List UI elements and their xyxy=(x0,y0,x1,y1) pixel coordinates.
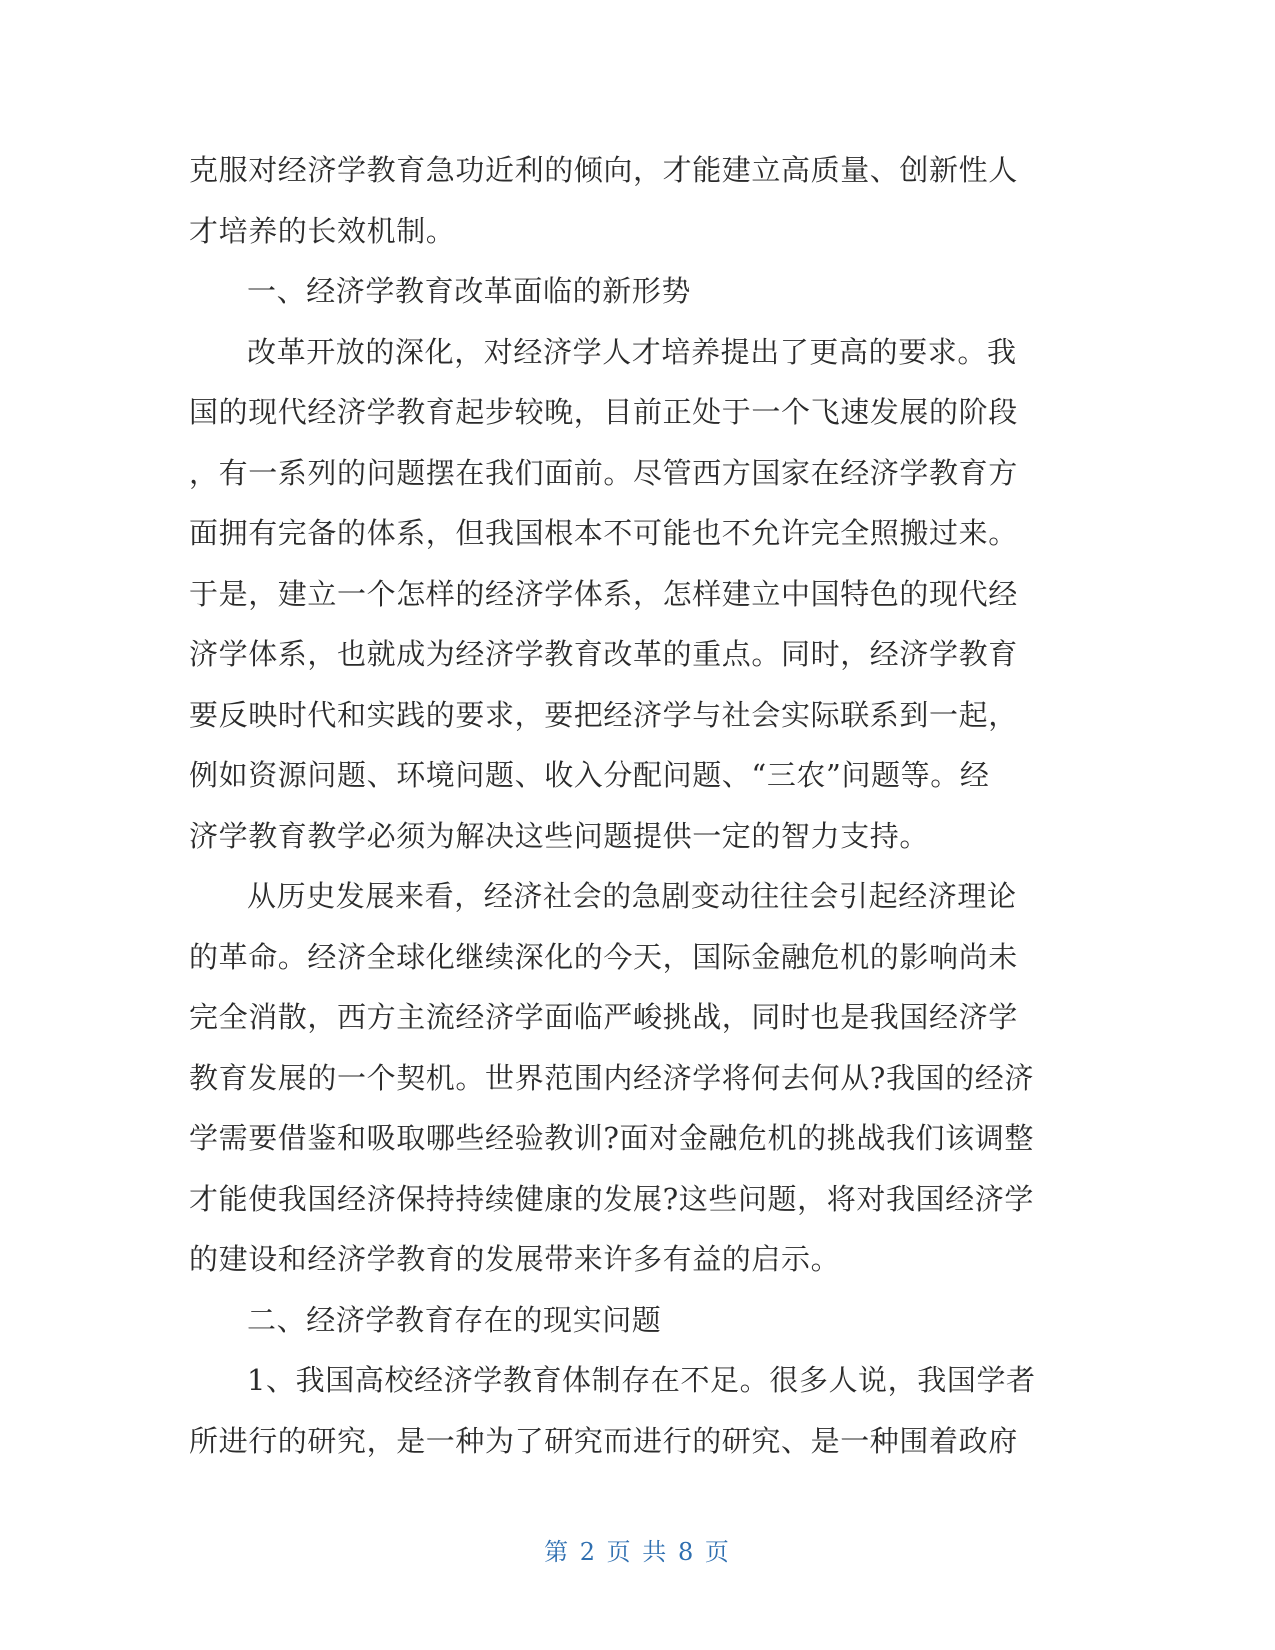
body-text-line: 的革命。经济全球化继续深化的今天，国际金融危机的影响尚未 xyxy=(189,939,1018,974)
body-text-line: 从历史发展来看，经济社会的急剧变动往往会引起经济理论 xyxy=(247,879,1017,913)
page-number-footer: 第 2 页 共 8 页 xyxy=(544,1538,731,1566)
body-text-line: 国的现代经济学教育起步较晚，目前正处于一个飞速发展的阶段 xyxy=(189,395,1018,429)
document-body xyxy=(189,140,1074,1471)
section-heading-1: 一、经济学教育改革面临的新形势 xyxy=(247,274,692,308)
body-text-line: 所进行的研究，是一种为了研究而进行的研究、是一种围着政府 xyxy=(189,1423,1018,1458)
body-text-line: 例如资源问题、环境问题、收入分配问题、“三农”问题等。经 xyxy=(189,758,990,792)
section-heading-2: 二、经济学教育存在的现实问题 xyxy=(247,1302,662,1337)
body-text-line: 济学教育教学必须为解决这些问题提供一定的智力支持。 xyxy=(189,818,930,853)
body-text-line: 改革开放的深化，对经济学人才培养提出了更高的要求。我 xyxy=(247,334,1017,369)
body-text-line: 的建设和经济学教育的发展带来许多有益的启示。 xyxy=(189,1242,841,1276)
body-text-line: 教育发展的一个契机。世界范围内经济学将何去何从?我国的经济 xyxy=(189,1060,1034,1095)
body-text-line: 于是，建立一个怎样的经济学体系，怎样建立中国特色的现代经 xyxy=(189,576,1018,611)
body-text-line: 克服对经济学教育急功近利的倾向，才能建立高质量、创新性人 xyxy=(189,153,1018,187)
body-text-line: 学需要借鉴和吸取哪些经验教训?面对金融危机的挑战我们该调整 xyxy=(189,1121,1034,1155)
body-text-line: 1、我国高校经济学教育体制存在不足。很多人说，我国学者 xyxy=(247,1363,1036,1397)
body-text-line: 才培养的长效机制。 xyxy=(189,213,456,248)
body-text-line: 要反映时代和实践的要求，要把经济学与社会实际联系到一起， xyxy=(189,697,1018,732)
body-text-line: 才能使我国经济保持持续健康的发展?这些问题，将对我国经济学 xyxy=(189,1181,1034,1216)
body-text-line: 济学体系，也就成为经济学教育改革的重点。同时，经济学教育 xyxy=(189,637,1018,671)
body-text-line: 完全消散，西方主流经济学面临严峻挑战，同时也是我国经济学 xyxy=(189,1000,1018,1034)
body-text-line: ，有一系列的问题摆在我们面前。尽管西方国家在经济学教育方 xyxy=(189,455,1018,490)
body-text-line: 面拥有完备的体系，但我国根本不可能也不允许完全照搬过来。 xyxy=(189,516,1018,550)
